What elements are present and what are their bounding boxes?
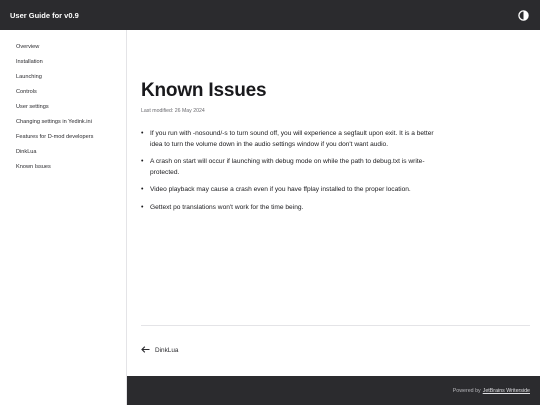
list-item [141,129,441,150]
app-title[interactable]: User Guide for v0.9 [10,10,79,20]
main-content [127,30,540,376]
issue-text: Gettext po translations won't work for the time being. [150,203,304,211]
previous-page-link[interactable] [141,346,178,355]
sidebar-item-known-issues[interactable]: Known Issues [16,164,51,170]
previous-page-label: DinkLua [155,347,179,354]
contrast-icon[interactable] [516,8,530,22]
sidebar-item-changing-settings[interactable]: Changing settings in Yedink.ini [16,119,92,125]
sidebar-item-installation[interactable]: Installation [16,59,43,65]
last-modified-date: Last modified: 26 May 2024 [141,108,205,114]
issue-text: A crash on start will occur if launching with debug mode on while the path to debug.txt is write-protected. [150,158,425,176]
issue-text: Video playback may cause a crash even if you have ffplay installed to the proper location. [150,186,411,193]
list-item [141,203,441,214]
bullet-icon: • [141,158,144,165]
list-item [141,157,441,178]
page-footer [127,376,540,405]
arrow-left-icon [141,346,150,355]
top-bar [0,0,540,30]
sidebar-item-dmod-features[interactable]: Features for D-mod developers [16,134,94,140]
page-title: Known Issues [141,80,267,101]
content-divider [141,325,530,326]
footer-writerside-link[interactable]: JetBrains Writerside [482,387,530,394]
issue-text: If you run with -nosound/-s to turn sound off, you will experience a segfault upon exit. It is a better idea to turn the volume down in the audio settings window if you don't want audio. [150,130,434,148]
sidebar-item-overview[interactable]: Overview [16,44,40,50]
issues-list [141,129,441,220]
bullet-icon: • [141,203,144,211]
sidebar-nav [0,30,127,405]
sidebar-item-user-settings[interactable]: User settings [16,104,49,110]
bullet-icon: • [141,130,144,137]
sidebar-item-launching[interactable]: Launching [16,74,42,80]
footer-text: Powered by [452,387,481,394]
bullet-icon: • [141,186,144,193]
list-item [141,185,441,196]
sidebar-item-dinklua[interactable]: DinkLua [16,149,37,155]
sidebar-item-controls[interactable]: Controls [16,89,37,95]
